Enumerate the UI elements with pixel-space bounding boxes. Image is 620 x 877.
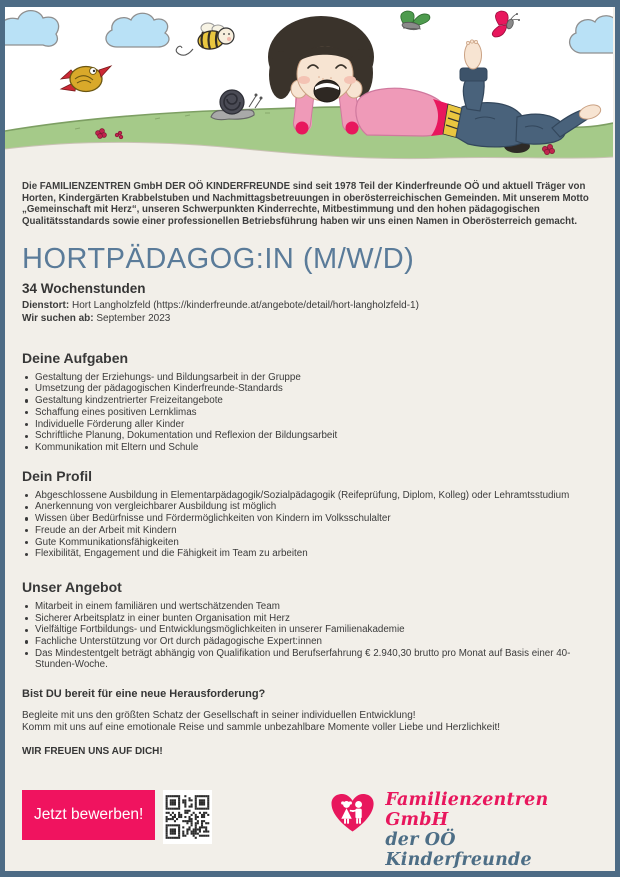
list-item: Fachliche Unterstützung vor Ort durch pädagogische Expert:innen [22,636,597,648]
logo-wordmark [385,790,595,870]
list-item: Gestaltung kindzentrierter Freizeitangebote [22,395,597,407]
list-item: Das Mindestentgelt beträgt abhängig von Qualifikation und Berufserfahrung € 2.940,30 brutto pro Monat auf Basis einer 40-Stunden-Woche. [22,648,597,671]
list-item: Sicherer Arbeitsplatz in einer bunten Organisation mit Herz [22,613,597,625]
list-item: Mitarbeit in einem familiären und wertschätzenden Team [22,601,597,613]
closing-shout: WIR FREUEN UNS AUF DICH! [22,745,163,757]
start-value: September 2023 [96,312,171,324]
closing-paragraph [22,710,597,734]
company-logo [330,790,595,870]
tasks-list [22,372,597,454]
logo-line-2: der OÖ Kinderfreunde [385,830,532,870]
location-label: Dienstort: [22,300,70,312]
list-item: Schaffung eines positiven Lernklimas [22,407,597,419]
qr-code [163,790,212,844]
section-heading-profile: Dein Profil [22,467,93,484]
profile-list [22,490,597,560]
list-item: Flexibilität, Engagement und die Fähigkeit im Team zu arbeiten [22,548,597,560]
job-location-line [22,300,597,312]
section-heading-offer: Unser Angebot [22,578,122,595]
list-item: Wissen über Bedürfnisse und Fördermöglichkeiten von Kindern im Volksschulalter [22,513,597,525]
list-item: Kommunikation mit Eltern und Schule [22,442,597,454]
job-link[interactable]: (https://kinderfreunde.at/angebote/detail/hort-langholzfeld-1) [153,300,419,312]
list-item: Gute Kommunikationsfähigkeiten [22,537,597,549]
offer-list [22,601,597,671]
list-item: Freude an der Arbeit mit Kindern [22,525,597,537]
location-value: Hort Langholzfeld [72,300,151,312]
header-illustration [5,7,613,169]
list-item: Abgeschlossene Ausbildung in Elementarpädagogik/Sozialpädagogik (Reifeprüfung, Diplom, Kolleg) oder Lehramtsstudium [22,490,597,502]
logo-line-1: Familienzentren GmbH [385,790,549,830]
list-item: Schriftliche Planung, Dokumentation und Reflexion der Bildungsarbeit [22,430,597,442]
list-item: Gestaltung der Erziehungs- und Bildungsarbeit in der Gruppe [22,372,597,384]
list-item: Individuelle Förderung aller Kinder [22,419,597,431]
job-meta [22,300,597,324]
closing-line: Komm mit uns auf eine emotionale Reise und sammle unbezahlbare Momente voller Liebe und Herzlichkeit! [22,722,501,734]
closing-question: Bist DU bereit für eine neue Herausforderung? [22,688,266,701]
flyer-body [5,181,615,758]
weekly-hours: 34 Wochenstunden [22,281,146,297]
page-title: HORTPÄDAGOG:IN (M/W/D) [22,243,415,276]
closing-line: Begleite mit uns den größten Schatz der Gesellschaft in seiner individuellen Entwicklung! [22,710,416,722]
start-label: Wir suchen ab: [22,312,94,324]
apply-button[interactable]: Jetzt bewerben! [22,790,155,840]
list-item: Anerkennung von vergleichbarer Ausbildung ist möglich [22,501,597,513]
list-item: Umsetzung der pädagogischen Kinderfreunde-Standards [22,383,597,395]
list-item: Vielfältige Fortbildungs- und Entwicklungsmöglichkeiten in unserer Familienakademie [22,624,597,636]
footer [22,790,595,870]
job-start-line [22,313,597,325]
company-intro: Die FAMILIENZENTREN GmbH DER OÖ KINDERFREUNDE sind seit 1978 Teil der Kinderfreunde OÖ und aktuell Träger von Horten, Kindergärten Krabbelstuben und Nachmittagsbetreuungen in oberösterreichischen Gemeinden. Mit unserem Motto „Gemeinschaft mit Herz“, unseren Schwerpunkten Kinderrechte, Mitbestimmung und den hohen pädagogischen Qualitätsstandards sowie einer professionellen Betriebsführung haben wir uns einen Namen in Oberösterreich gemacht. [22,181,589,227]
section-heading-tasks: Deine Aufgaben [22,349,129,366]
heart-kids-icon [330,791,375,836]
